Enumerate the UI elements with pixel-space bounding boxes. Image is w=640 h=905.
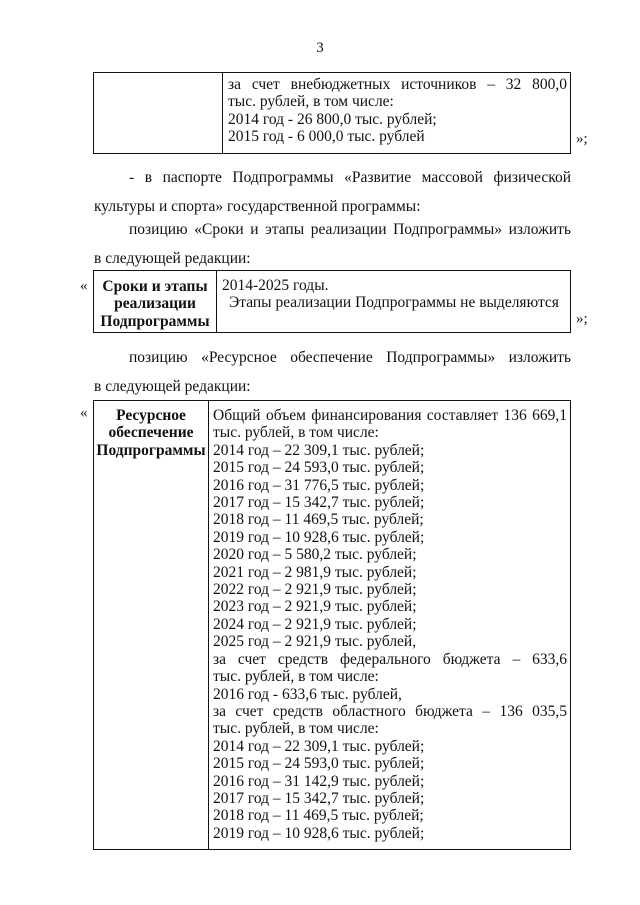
terms-value-cell (217, 271, 571, 333)
top-table-empty-cell (94, 73, 223, 154)
resources-value-line: 2018 год – 11 469,5 тыс. рублей; (213, 511, 424, 529)
resources-value-line: 2022 год – 2 921,9 тыс. рублей; (213, 581, 417, 599)
paragraph-resources-position (94, 343, 571, 401)
terms-label-line: Подпрограммы (100, 312, 210, 330)
terms-label-cell (94, 271, 217, 333)
terms-label-line: Сроки и этапы (102, 278, 208, 295)
resources-label-line: Ресурсное (116, 407, 186, 424)
resources-value-line: 2020 год – 5 580,2 тыс. рублей; (213, 546, 417, 564)
resources-value-line: 2019 год – 10 928,6 тыс. рублей; (213, 824, 425, 842)
page-number: 3 (316, 40, 324, 56)
table2-open-quote: « (80, 278, 88, 294)
terms-value-line: 2014-2025 годы. (222, 277, 329, 294)
resources-value-line: 2025 год – 2 921,9 тыс. рублей, (213, 633, 417, 651)
resources-value-line: 2024 год – 2 921,9 тыс. рублей; (213, 615, 417, 633)
paragraph-terms-line2: в следующей редакции: (94, 250, 251, 267)
resources-value-line: 2014 год – 22 309,1 тыс. рублей; (213, 441, 425, 459)
top-continuation-table (93, 72, 571, 154)
paragraph-resources-line1: позицию «Ресурсное обеспечение Подпрограммы» изложить (129, 349, 571, 366)
resources-value-line: 2015 год – 24 593,0 тыс. рублей; (213, 459, 425, 477)
paragraph-passport-line2: культуры и спорта» государственной программы: (94, 198, 421, 215)
resources-value-line: 2019 год – 10 928,6 тыс. рублей; (213, 528, 425, 546)
resources-value-cell (209, 401, 571, 850)
resources-value-line: 2016 год – 31 776,5 тыс. рублей; (213, 476, 425, 494)
table3-open-quote: « (80, 405, 88, 421)
top-table-value-cell (223, 73, 571, 154)
resources-table (93, 400, 571, 850)
resources-value-line: за счет средств областного бюджета – 136 035,5 (213, 702, 567, 720)
paragraph-terms-line1: позицию «Сроки и этапы реализации Подпрограммы» изложить (129, 221, 571, 238)
terms-table (93, 270, 571, 333)
resources-value-line: 2014 год – 22 309,1 тыс. рублей; (213, 737, 425, 755)
resources-value-line: тыс. рублей, в том числе: (213, 668, 379, 686)
paragraph-terms-position (94, 215, 571, 273)
resources-value-line: за счет средств федерального бюджета – 633,6 (213, 650, 567, 668)
top-table-line: 2014 год - 26 800,0 тыс. рублей; (228, 110, 437, 128)
paragraph-passport (94, 163, 571, 221)
resources-value-line: 2016 год - 633,6 тыс. рублей, (213, 685, 402, 703)
resources-value-line: Общий объем финансирования составляет 136 669,1 (213, 407, 567, 424)
terms-value-line: Этапы реализации Подпрограммы не выделяются (229, 294, 559, 312)
resources-value-line: 2021 год – 2 981,9 тыс. рублей; (213, 563, 417, 581)
resources-value-line: 2023 год – 2 921,9 тыс. рублей; (213, 598, 417, 616)
top-table-closing-quote: »; (576, 131, 588, 147)
top-table-line: 2015 год - 6 000,0 тыс. рублей (228, 128, 425, 146)
resources-value-line: 2017 год – 15 342,7 тыс. рублей; (213, 494, 425, 512)
terms-label-line: реализации (114, 295, 196, 313)
paragraph-passport-line1: - в паспорте Подпрограммы «Развитие массовой физической (129, 169, 571, 186)
resources-label-cell (94, 401, 209, 850)
top-table-line: за счет внебюджетных источников – 32 800,0 (228, 76, 567, 93)
resources-value-line: 2016 год – 31 142,9 тыс. рублей; (213, 772, 425, 790)
resources-value-line: 2018 год – 11 469,5 тыс. рублей; (213, 807, 424, 825)
resources-label-line: Подпрограммы (96, 441, 206, 459)
resources-value-line: 2015 год – 24 593,0 тыс. рублей; (213, 755, 425, 773)
resources-value-line: тыс. рублей, в том числе: (213, 424, 379, 442)
resources-value-line: 2017 год – 15 342,7 тыс. рублей; (213, 789, 425, 807)
top-table-line: тыс. рублей, в том числе: (228, 93, 394, 111)
table2-closing-quote: »; (576, 311, 588, 327)
resources-label-line: обеспечение (108, 424, 194, 442)
resources-value-line: тыс. рублей, в том числе: (213, 720, 379, 738)
paragraph-resources-line2: в следующей редакции: (94, 378, 251, 395)
